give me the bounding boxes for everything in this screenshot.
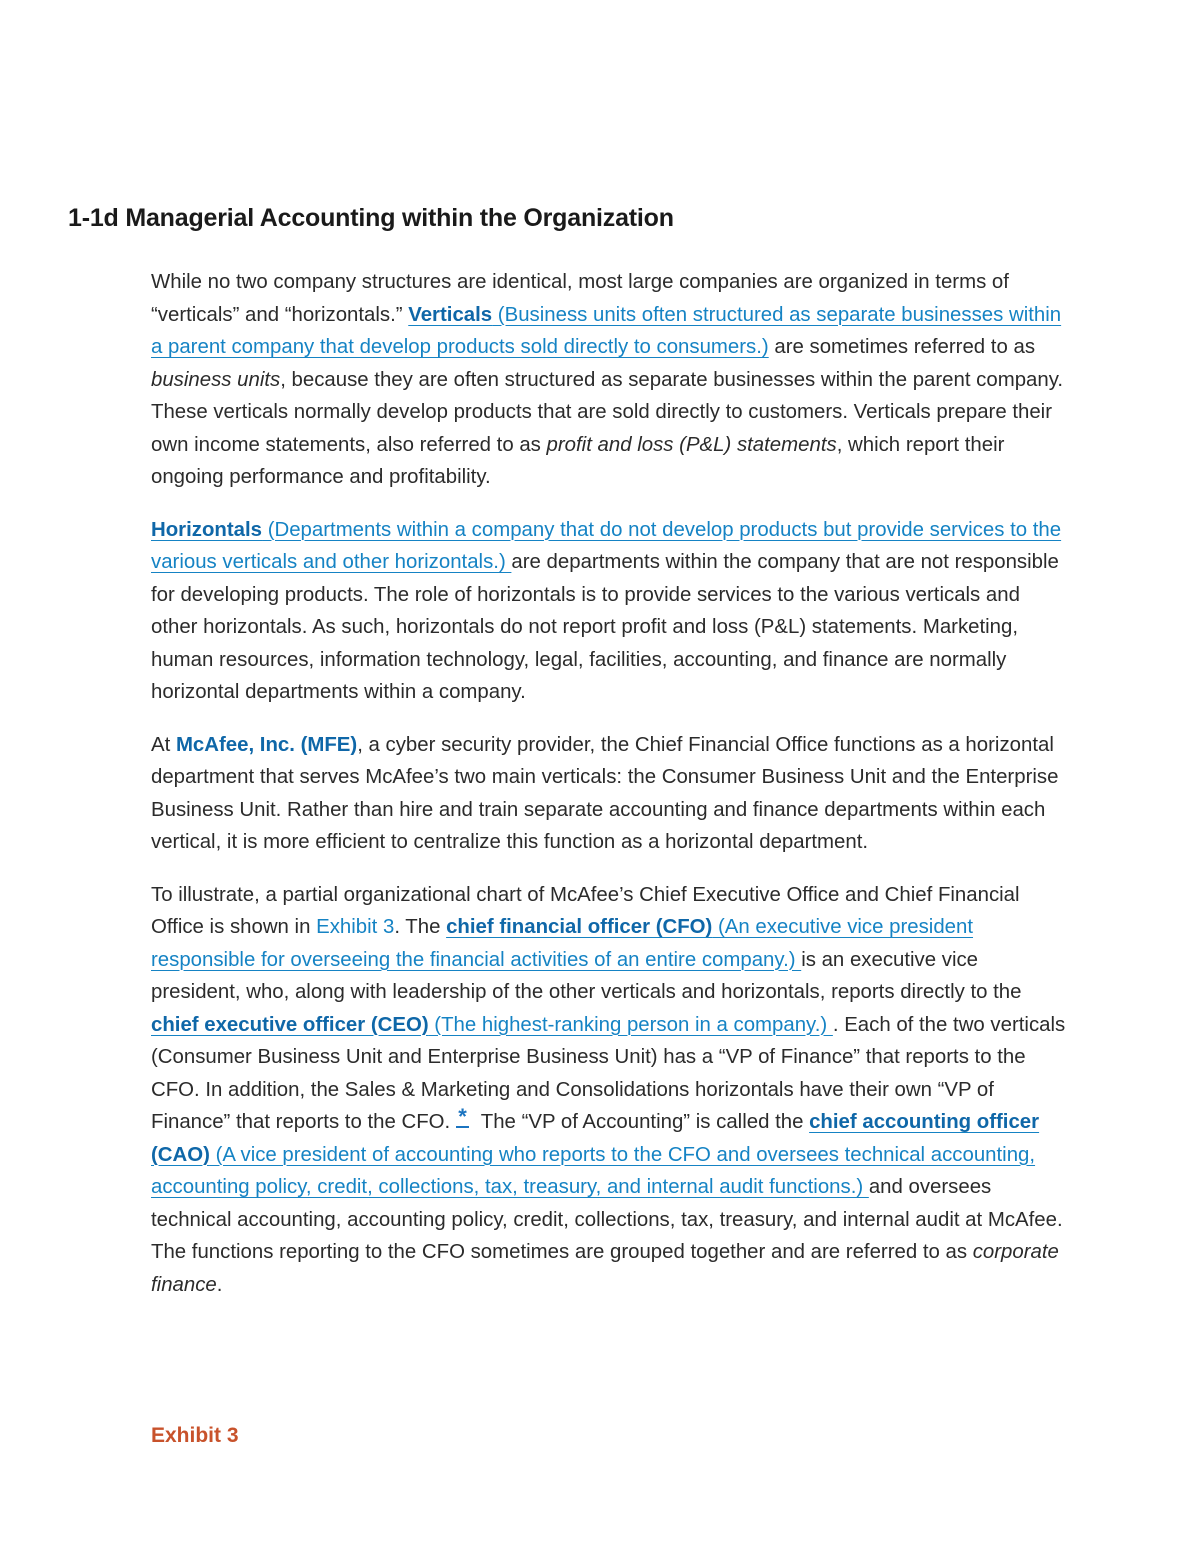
paragraph-verticals: While no two company structures are identical, most large companies are organized in terms of “verticals” and “horizontals.” Verticals (Business units often structured as separate businesses within a parent company that develop products sold directly to consumers.) are sometimes referred to as business units, because they are often structured as separate businesses within the parent company. These verticals normally develop products that are sold directly to customers. Verticals prepare their own income statements, also referred to as profit and loss (P&L) statements, which report their ongoing performance and profitability. [151,271,1064,488]
footnote-star-icon[interactable]: * [458,1104,467,1129]
company-name: McAfee, Inc. (MFE) [175,733,358,756]
paragraph-horizontals: Horizontals (Departments within a company that do not develop products but provide services to the various verticals and other horizontals.) are departments within the company that are not responsible for developing products. The role of horizontals is to provide services to the various verticals and other horizontals. As such, horizontals do not report profit and loss (P&L) statements. Marketing, human resources, information technology, legal, facilities, accounting, and finance are normally horizontal departments within a company. [151,518,1062,703]
section-title: 1-1d Managerial Accounting within the Organization [68,204,674,232]
exhibit-3-reference-link[interactable]: Exhibit 3 [316,916,395,938]
section-body [151,266,1066,1321]
paragraph-org-chart: To illustrate, a partial organizational chart of McAfee’s Chief Executive Office and Chief Financial Office is shown in Exhibit 3. The chief financial officer (CFO) (An executive vice president responsible for overseeing the financial activities of an entire company.) is an executive vice president, who, along with leadership of the other verticals and horizontals, reports directly to the chief executive officer (CEO) (The highest-ranking person in a company.) . Each of the two verticals (Consumer Business Unit and Enterprise Business Unit) has a “VP of Finance” that reports to the CFO. In addition, the Sales & Marketing and Consolidations horizontals have their own “VP of Finance” that reports to the CFO. * The “VP of Accounting” is called the chief accounting officer (CAO) (A vice president of accounting who reports to the CFO and oversees technical accounting, accounting policy, credit, collections, tax, treasury, and internal audit functions.) and oversees technical accounting, accounting policy, credit, collections, tax, treasury, and internal audit at McAfee. The functions reporting to the CFO sometimes are grouped together and are referred to as corporate finance. [151,883,1066,1296]
exhibit-heading: Exhibit 3 [151,1424,239,1447]
horizontals-glossary-link[interactable]: Horizontals (Departments within a company that do not develop products but provide services to the various verticals and other horizontals.) [151,518,1062,573]
cao-glossary-link[interactable]: chief accounting officer (CAO) (A vice president of accounting who reports to the CFO and oversees technical accounting, accounting policy, credit, collections, tax, treasury, and internal audit functions.) [151,1111,1040,1198]
ceo-glossary-link[interactable]: chief executive officer (CEO) (The highest-ranking person in a company.) [151,1013,833,1036]
verticals-glossary-link[interactable]: Verticals (Business units often structured as separate businesses within a parent company that develop products sold directly to consumers.) [151,303,1062,358]
cfo-glossary-link[interactable]: chief financial officer (CFO) (An executive vice president responsible for overseeing the financial activities of an entire company.) [151,916,974,971]
paragraph-mcafee: At McAfee, Inc. (MFE), a cyber security provider, the Chief Financial Office functions as a horizontal department that serves McAfee’s two main verticals: the Consumer Business Unit and the Enterprise Business Unit. Rather than hire and train separate accounting and finance departments within each vertical, it is more efficient to centralize this function as a horizontal department. [151,733,1059,853]
